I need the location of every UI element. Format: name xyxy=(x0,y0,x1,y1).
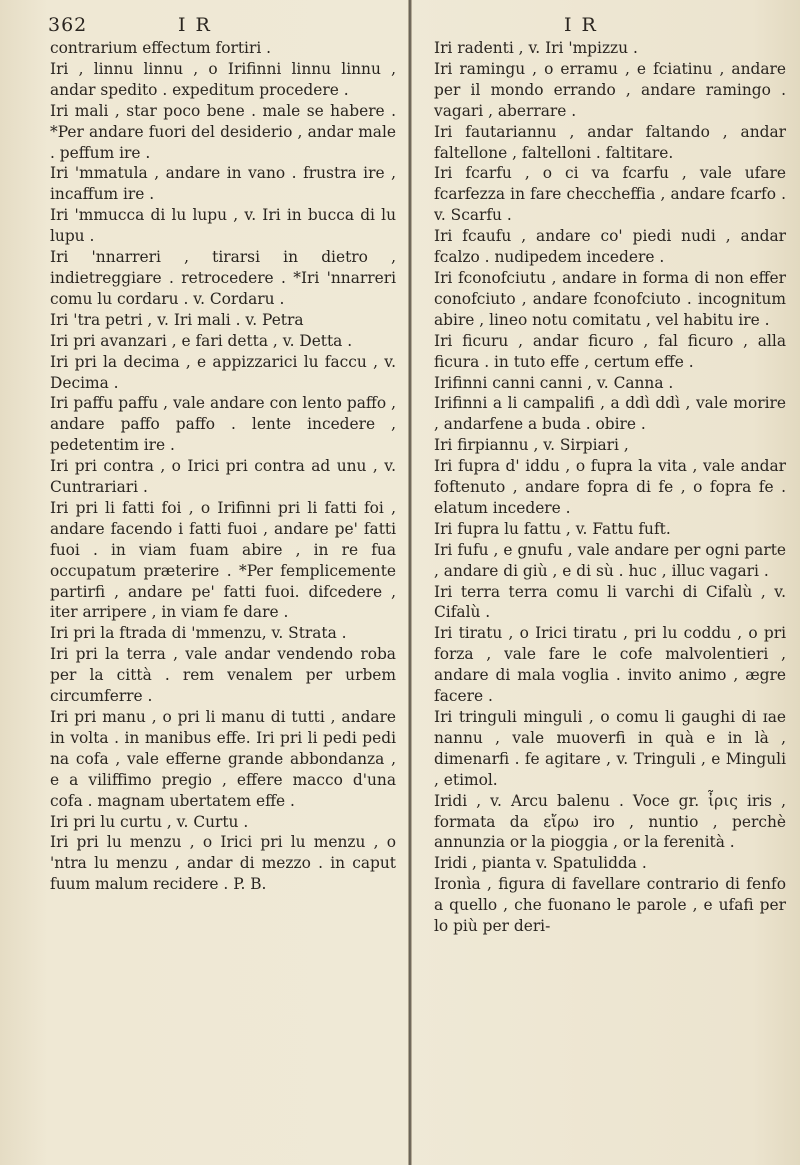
entry: Iri pri la terra , vale andar vendendo roba per la città . rem venalem per urbem circumferre . xyxy=(50,645,396,706)
entry: Irifinni a li campalifi , a ddì ddì , vale morire , andarfene a buda . obire . xyxy=(434,394,786,434)
entry: Iri pri la ftrada di 'mmenzu, v. Strata . xyxy=(50,624,347,643)
entry: Iri pri lu curtu , v. Curtu . xyxy=(50,812,249,831)
entry: Iri fautariannu , andar faltando , andar faltellone , faltelloni . faltitare. xyxy=(434,122,786,162)
page-header xyxy=(0,14,800,36)
entry: Iri fcarfu , o ci va fcarfu , vale ufare fcarfezza in fare checcheffia , andare fcarfo . v. Scarfu . xyxy=(434,164,786,225)
right-column xyxy=(434,38,786,937)
left-column xyxy=(50,38,396,895)
entry: Iri 'mmucca di lu lupu , v. Iri in bucca di lu lupu . xyxy=(50,206,396,246)
entry: Iridi , v. Arcu balenu . Voce gr. ἶρις iris , formata da εἴρω iro , nuntio , perchè annunzia or la pioggia , or la ferenità . xyxy=(434,791,786,852)
entry: Iri paffu paffu , vale andare con lento paffo , andare paffo paffo . lente incedere , pedetentim ire . xyxy=(50,394,396,455)
entry: Iri ficuru , andar ficuro , fal ficuro , alla ficura . in tuto effe , certum effe . xyxy=(434,331,786,371)
entry: Iri pri la decima , e appizzarici lu faccu , v. Decima . xyxy=(50,352,396,392)
entry: Iri firpiannu , v. Sirpiari , xyxy=(434,436,629,455)
entry: Iri pri contra , o Irici pri contra ad unu , v. Cuntrariari . xyxy=(50,457,396,497)
page-number: 362 xyxy=(48,14,88,36)
entry: Iri mali , star poco bene . male se habere . *Per andare fuori del desiderio , andar male . peffum ire . xyxy=(50,101,396,162)
entry: Iri ramingu , o erramu , e fciatinu , andare per il mondo errando , andare ramingo . vagari , aberrare . xyxy=(434,59,786,120)
entry: Iri fupra lu fattu , v. Fattu fuft. xyxy=(434,519,671,538)
entry: contrarium effectum fortiri . xyxy=(50,39,272,57)
entry: Iri , linnu linnu , o Irifinni linnu linnu , andar spedito . expeditum procedere . xyxy=(50,59,396,99)
entry: Iri pri lu menzu , o Irici pri lu menzu , o 'ntra lu menzu , andar di mezzo . in caput fuum malum recidere . P. B. xyxy=(50,833,396,894)
entry: Iri fufu , e gnufu , vale andare per ogni parte , andare di giù , e di sù . huc , illuc vagari . xyxy=(434,540,786,580)
entry: Iri tiratu , o Irici tiratu , pri lu coddu , o pri forza , vale fare le cofe malvolentieri , andare di mala voglia . invito animo , ægre facere . xyxy=(434,624,786,706)
entry: Iri fconofciutu , andare in forma di non effer conofciuto , andare fconofciuto . incognitum abire , lineo notu comitatu , vel habitu ire . xyxy=(434,268,786,329)
entry: Irifinni canni canni , v. Canna . xyxy=(434,373,674,392)
entry: Iri pri avanzari , e fari detta , v. Detta . xyxy=(50,331,353,350)
entry: Iri 'nnarreri , tirarsi in dietro , indietreggiare . retrocedere . *Iri 'nnarreri comu lu cordaru . v. Cordaru . xyxy=(50,248,396,308)
entry: Iri tringuli minguli , o comu li gaughi di ɪae nannu , vale muoverfi in quà e in là , dimenarfi . fe agitare , v. Tringuli , e Minguli , etimol. xyxy=(434,708,786,789)
entry: Iri radenti , v. Iri 'mpizzu . xyxy=(434,39,638,57)
right-running-head: I R xyxy=(564,14,598,36)
entry: Ironìa , figura di favellare contrario di fenfo a quello , che fuonano le parole , e ufafi per lo più per deri- xyxy=(434,875,786,936)
entry: Iri fupra d' iddu , o fupra la vita , vale andar foftenuto , andare fopra di fe , o fopra fe . elatum incedere . xyxy=(434,457,786,517)
entry: Iri pri li fatti foi , o Irifinni pri li fatti foi , andare facendo i fatti fuoi , andare pe' fatti fuoi . in viam fuam abire , in re fua occupatum præterire . *Per femplicemente partirfi , andare pe' fatti fuoi. difcedere , iter arripere , in viam fe dare . xyxy=(50,498,396,622)
entry: Iri pri manu , o pri li manu di tutti , andare in volta . in manibus effe. Iri pri li pedi pedi na cofa , vale efferne grande abbondanza , e a viliffimo pregio , effere macco d'una cofa . magnam ubertatem effe . xyxy=(50,708,396,810)
entry: Iri 'mmatula , andare in vano . frustra ire , incaffum ire . xyxy=(50,164,396,204)
entry: Iri fcaufu , andare co' piedi nudi , andar fcalzo . nudipedem incedere . xyxy=(434,227,786,267)
entry: Iri 'tra petri , v. Iri mali . v. Petra xyxy=(50,310,304,329)
entry: Iri terra terra comu li varchi di Cifalù , v. Cifalù . xyxy=(434,582,786,622)
page-gutter xyxy=(408,0,412,1165)
entry: Iridi , pianta v. Spatulidda . xyxy=(434,854,647,873)
left-running-head: I R xyxy=(178,14,212,36)
